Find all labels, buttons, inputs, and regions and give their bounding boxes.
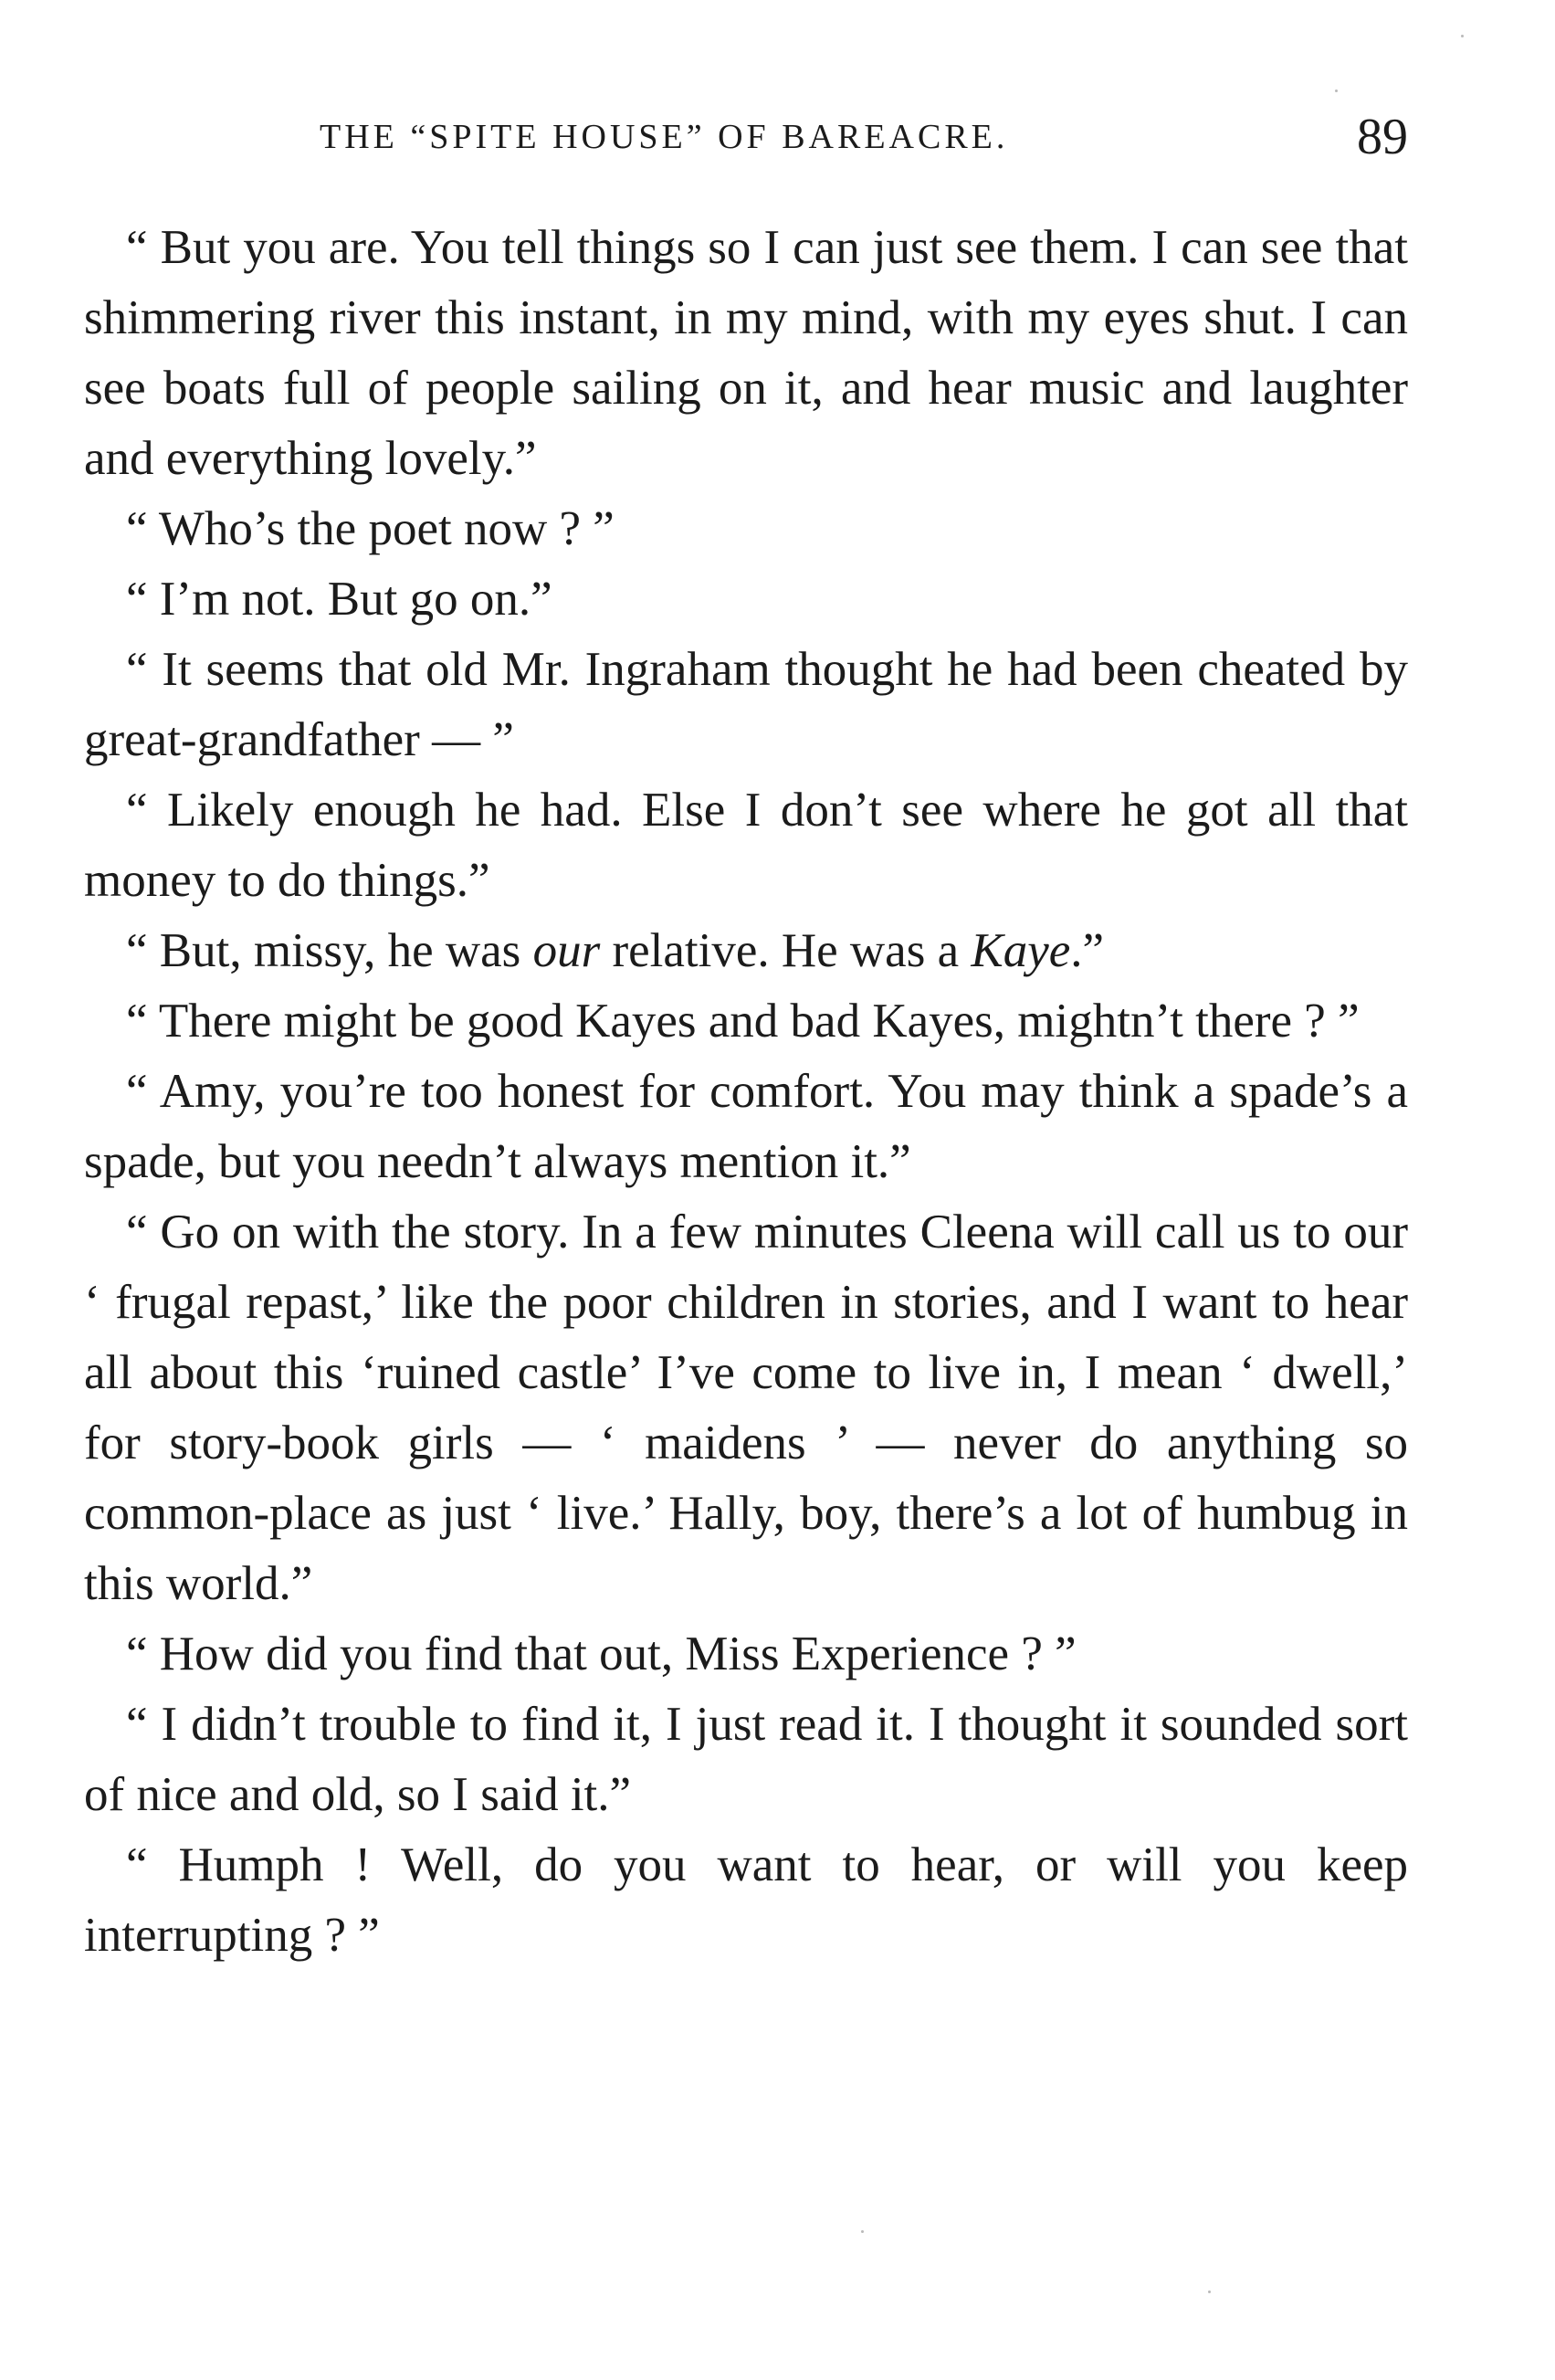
text-run: “ Likely enough he had. Else I don’t see where he got all that money to do things.” [84,784,1408,907]
paper-speck [861,2230,864,2233]
paragraph [84,1057,1408,1197]
text-run: .” [1070,924,1105,977]
paragraph [84,1690,1408,1830]
running-title: THE “SPITE HOUSE” OF BAREACRE. [320,118,1009,156]
paragraph [84,635,1408,775]
paragraph [84,494,1408,564]
paragraph [84,564,1408,635]
paragraph [84,1197,1408,1619]
paragraph [84,213,1408,494]
body-text [84,213,1408,1971]
paragraph [84,1619,1408,1690]
text-run: relative. He was a [600,924,972,977]
italic-text: Kaye [971,924,1071,977]
text-run: “ Go on with the story. In a few minutes Cleena will call us to our ‘ frugal repast,’ like the poor children in stories, and I want to hear all about this ‘ruined castle’ I’ve come to live in, I mean ‘ dwell,’ for story-book girls — ‘ maidens ’ — never do anything so common-place as just ‘ live.’ Hally, boy, there’s a lot of humbug in this world.” [84,1206,1408,1610]
text-run: “ I’m not. But go on.” [126,573,552,626]
page-number: 89 [1357,109,1408,165]
paper-speck [1335,90,1338,92]
text-run: “ Who’s the poet now ? ” [126,502,615,555]
text-run: “ But, missy, he was [126,924,533,977]
running-head [84,108,1408,181]
text-run: “ How did you find that out, Miss Experience ? ” [126,1627,1077,1680]
text-run: “ There might be good Kayes and bad Kayes, mightn’t there ? ” [126,995,1360,1048]
paper-speck [1461,35,1464,37]
text-run: “ It seems that old Mr. Ingraham thought he had been cheated by great-grandfather — ” [84,643,1408,766]
text-run: “ But you are. You tell things so I can just see them. I can see that shimmering river this instant, in my mind, with my eyes shut. I can see boats full of people sailing on it, and hear music and laughter and everything lovely.” [84,221,1408,485]
paragraph [84,986,1408,1057]
italic-text: our [532,924,601,977]
text-run: “ Humph ! Well, do you want to hear, or will you keep interrupting ? ” [84,1838,1408,1962]
paragraph [84,775,1408,916]
paragraph [84,1830,1408,1971]
paper-speck [1208,2290,1211,2293]
text-run: “ I didn’t trouble to find it, I just read it. I thought it sounded sort of nice and old, so I said it.” [84,1698,1408,1821]
paragraph [84,916,1408,986]
text-run: “ Amy, you’re too honest for comfort. You may think a spade’s a spade, but you needn’t always mention it.” [84,1065,1408,1188]
